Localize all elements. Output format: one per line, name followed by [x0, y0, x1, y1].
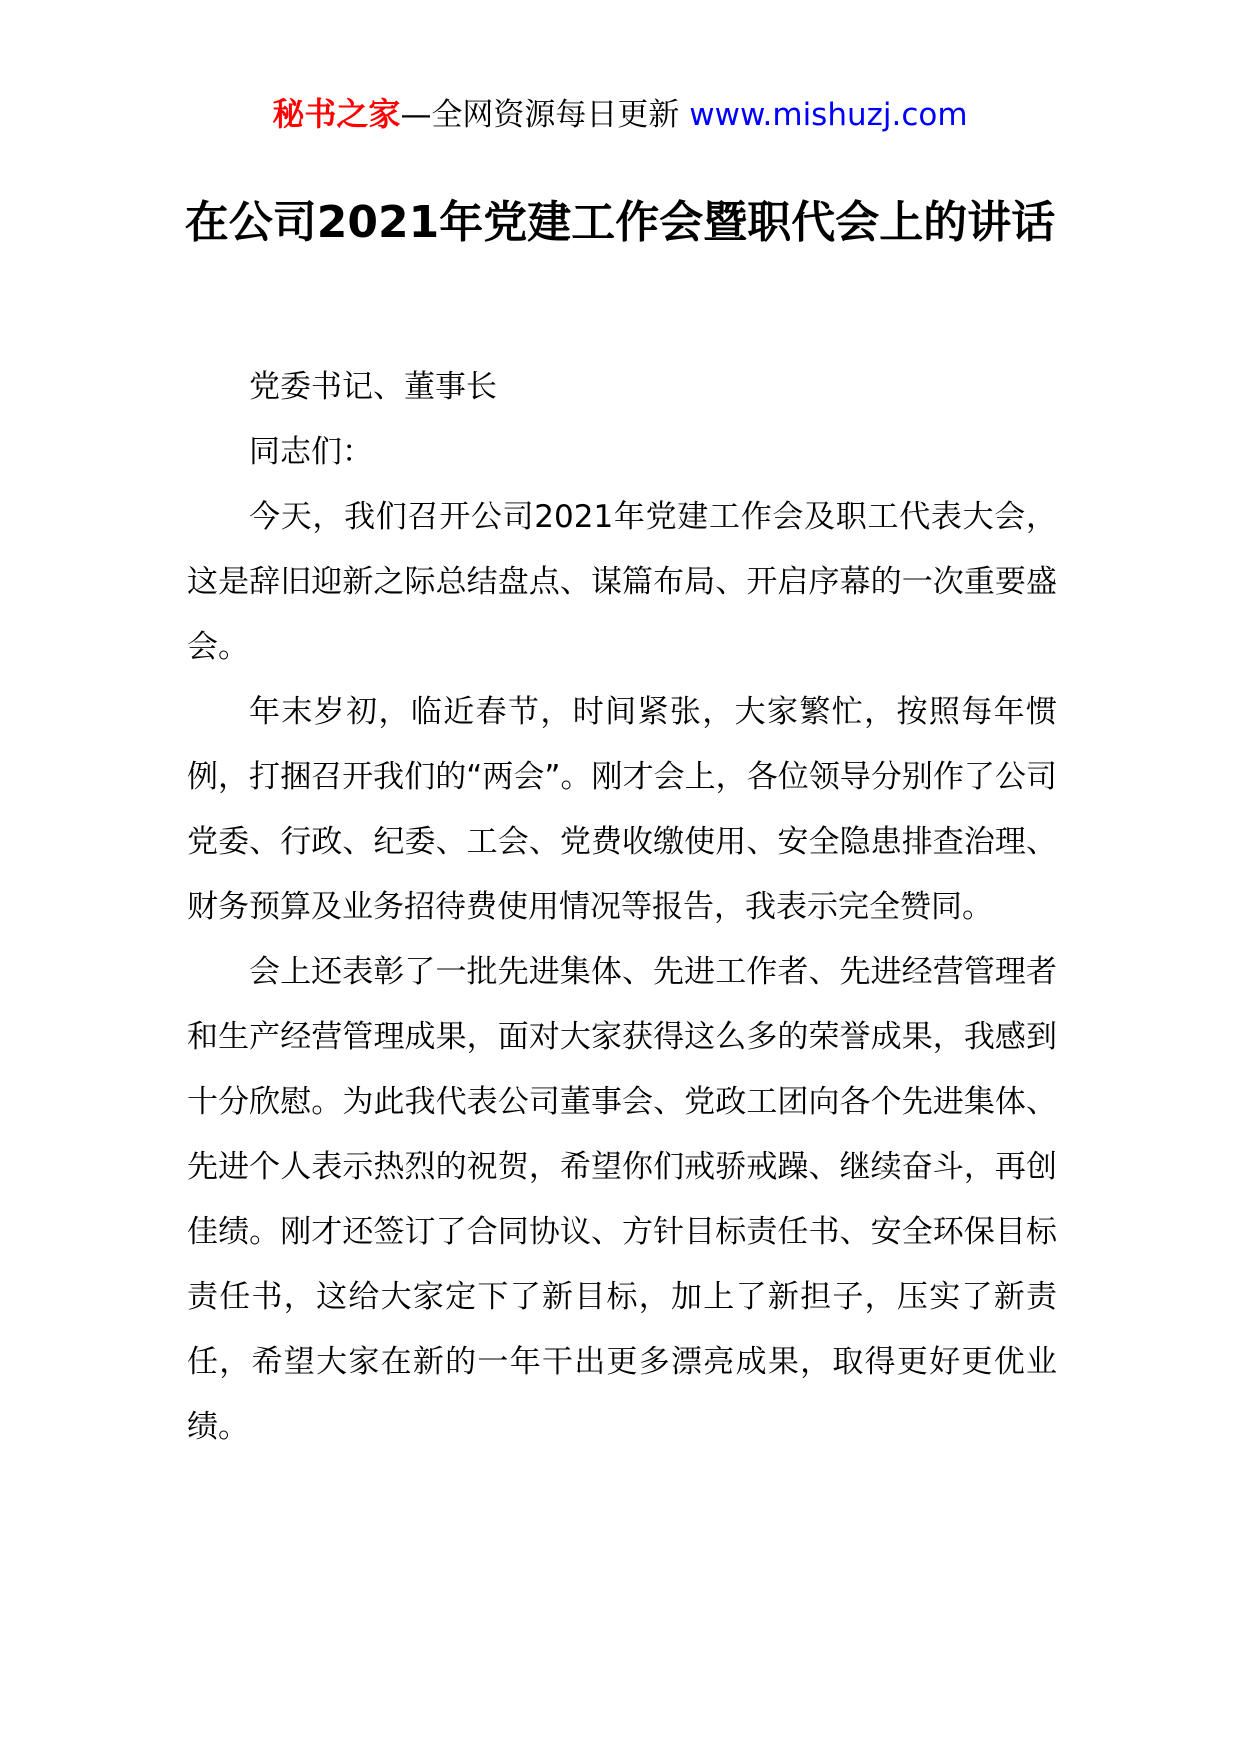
site-tagline: 全网资源每日更新 — [431, 97, 690, 133]
salutation: 同志们： — [249, 434, 373, 470]
paragraph: 会上还表彰了一批先进集体、先进工作者、先进经营管理者和生产经营管理成果，面对大家获得这么多的荣誉成果，我感到十分欣慰。为此我代表公司董事会、党政工团向各个先进集体、先进个人表示热烈的祝贺，希望你们戒骄戒躁、继续奋斗，再创佳绩。刚才还签订了合同协议、方针目标责任书、安全环保目标责任书，这给大家定下了新目标，加上了新担子，压实了新责任，希望大家在新的一年干出更多漂亮成果，取得更好更优业绩。 — [187, 954, 1057, 1445]
speaker-line: 党委书记、董事长 — [249, 369, 497, 405]
paragraph: 今天，我们召开公司2021年党建工作会及职工代表大会，这是辞旧迎新之际总结盘点、谋篇布局、开启序幕的一次重要盛会。 — [187, 499, 1057, 665]
site-brand: 秘书之家 — [272, 95, 401, 133]
document-title: 在公司2021年党建工作会暨职代会上的讲话 — [184, 197, 1056, 248]
paragraph: 年末岁初，临近春节，时间紧张，大家繁忙，按照每年惯例，打捆召开我们的“两会”。刚才会上，各位领导分别作了公司党委、行政、纪委、工会、党费收缴使用、安全隐患排查治理、财务预算及业务招待费使用情况等报告，我表示完全赞同。 — [187, 694, 1057, 925]
document-body — [187, 355, 1057, 1460]
site-url-link[interactable]: www.mishuzj.com — [689, 97, 968, 133]
header-dash: — — [400, 97, 432, 133]
site-header — [0, 94, 1240, 135]
